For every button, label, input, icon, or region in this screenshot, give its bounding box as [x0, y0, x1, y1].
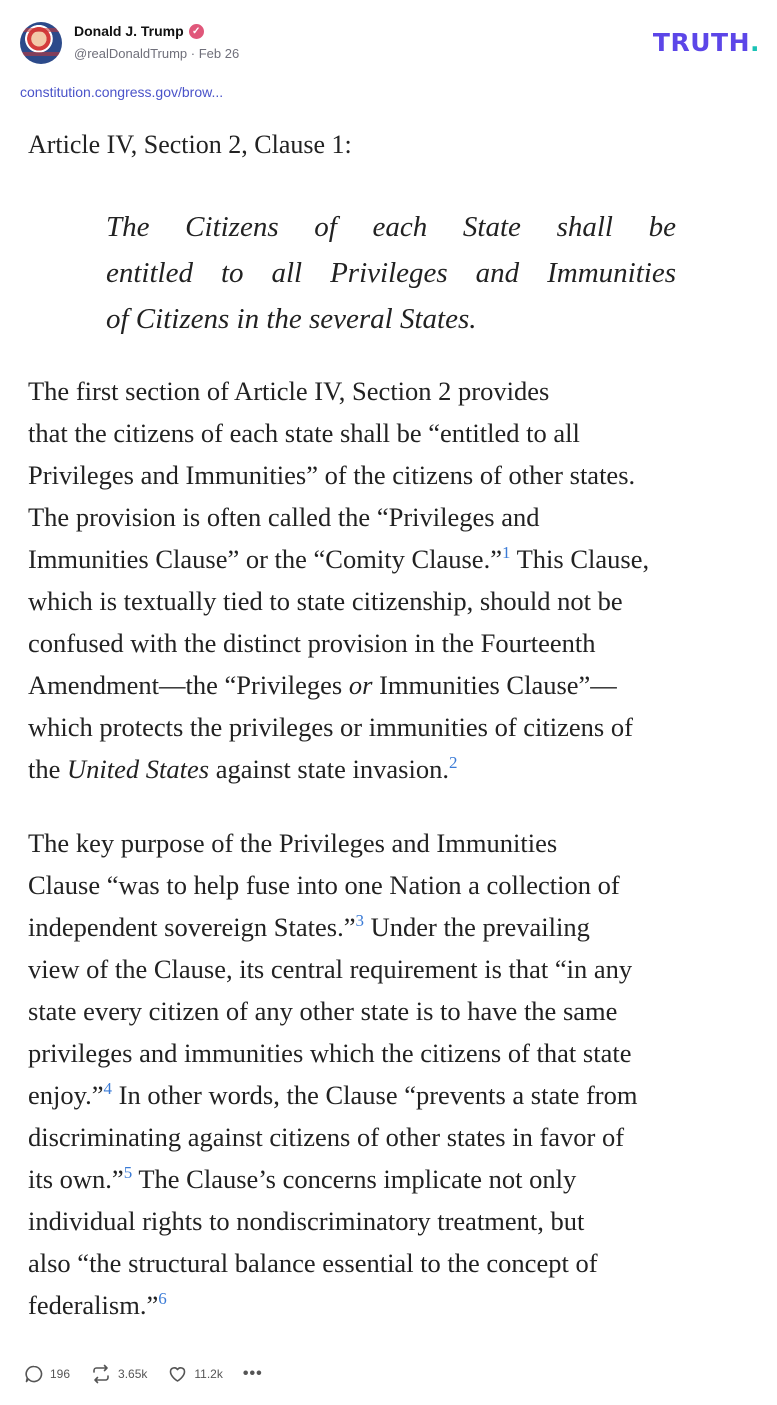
quote-line: of Citizens in the several States. — [106, 303, 477, 335]
paragraph-italic-text: or — [348, 670, 373, 700]
footnote-marker: 3 — [355, 911, 364, 930]
paragraph-text: Under the prevailing view of the Clause, its central requirement is that “in any state every citizen of any other state is to have the same privileges and immunities which the citizens of that state enjoy.” — [28, 912, 633, 1110]
retruth-icon — [90, 1364, 112, 1384]
reply-count: 196 — [50, 1367, 71, 1381]
truth-logo[interactable] — [653, 28, 760, 57]
reply-icon — [24, 1364, 44, 1384]
truth-logo-dot: . — [750, 28, 760, 57]
quote-line: The Citizens of each State shall be — [106, 211, 676, 243]
footnote-marker: 2 — [449, 753, 458, 772]
reply-button[interactable] — [24, 1364, 70, 1384]
document-heading: Article IV, Section 2, Clause 1: — [28, 130, 352, 159]
post-link[interactable]: constitution.congress.gov/brow... — [20, 84, 224, 100]
paragraph-text: In other words, the Clause “prevents a state from discriminating against citizens of other states in favor of its own.” — [28, 1080, 638, 1194]
post-header — [20, 20, 760, 66]
paragraph-text: The Clause’s concerns implicate not only individual rights to nondiscriminatory treatment, but also “the structural balance essential to the concept of federalism.” — [28, 1164, 598, 1320]
more-button[interactable] — [243, 1365, 263, 1383]
handle-and-date[interactable]: @realDonaldTrump · Feb 26 — [74, 46, 240, 61]
heart-icon — [167, 1364, 188, 1384]
paragraph-2 — [28, 822, 756, 1326]
action-bar — [24, 1362, 263, 1386]
footnote-marker: 1 — [501, 543, 511, 562]
verified-badge-icon: ✓ — [189, 24, 204, 39]
quote-line: entitled to all Privileges and Immunities — [106, 257, 676, 289]
like-count: 11.2k — [194, 1367, 223, 1381]
document-image[interactable] — [20, 118, 760, 1348]
paragraph-italic-text: United States — [67, 754, 210, 784]
avatar[interactable] — [20, 22, 62, 64]
footnote-marker: 4 — [103, 1079, 113, 1098]
retruth-count: 3.65k — [118, 1367, 148, 1381]
like-button[interactable] — [167, 1364, 222, 1384]
author-name[interactable]: Donald J. Trump — [74, 23, 184, 39]
more-icon: ••• — [242, 1365, 263, 1382]
paragraph-text: The first section of Article IV, Section 2 provides that the citizens of each state shall be “entitled to all Privileges and Immunities” of the citizens of other states. The provision is often called the “Privileges and Immunities Clause” or the “Comity Clause.” — [28, 376, 636, 574]
footnote-marker: 6 — [158, 1289, 167, 1308]
constitution-quote — [106, 204, 676, 342]
paragraph-1 — [28, 370, 756, 790]
truth-logo-text: TRUTH — [652, 28, 750, 57]
paragraph-text: The key purpose of the Privileges and Immunities Clause “was to help fuse into one Nation a collection of independent sovereign States.” — [28, 828, 620, 942]
paragraph-text: against state invasion. — [209, 754, 449, 784]
footnote-marker: 5 — [123, 1163, 133, 1182]
paragraph-text: Immunities Clause”— which protects the privileges or immunities of citizens of the — [28, 670, 633, 784]
author-row[interactable] — [74, 23, 204, 39]
paragraph-text: This Clause, which is textually tied to state citizenship, should not be confused with the distinct provision in the Fourteenth Amendment—the “Privileges — [28, 544, 650, 700]
retruth-button[interactable] — [90, 1364, 147, 1384]
